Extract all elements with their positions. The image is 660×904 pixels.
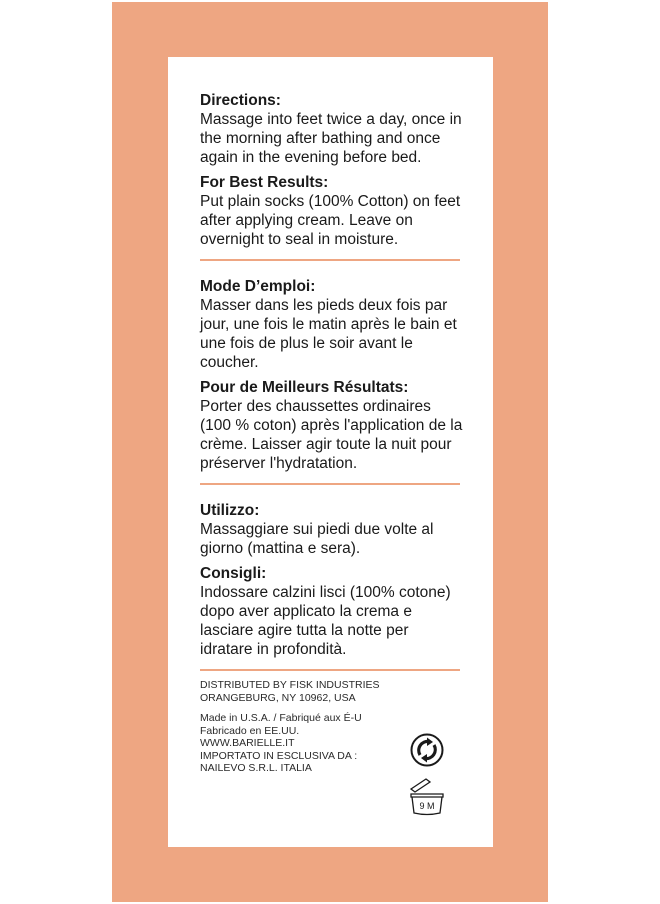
distributor-block xyxy=(200,679,465,704)
french-section xyxy=(200,277,465,473)
english-section xyxy=(200,91,465,249)
label-content xyxy=(200,91,465,839)
pao-label: 9 M xyxy=(419,801,435,811)
distributor-address: ORANGEBURG, NY 10962, USA xyxy=(200,691,356,704)
results-text-en: Put plain socks (100% Cotton) on feet after applying cream. Leave on overnight to seal in moisture. xyxy=(200,193,461,248)
distributor-line: DISTRIBUTED BY FISK INDUSTRIES xyxy=(200,679,380,691)
section-divider xyxy=(200,483,460,485)
results-text-it: Indossare calzini lisci (100% cotone) dopo aver applicato la crema e lasciare agire tutta la notte per idratare in profondità. xyxy=(200,584,451,658)
directions-text-it: Massaggiare sui piedi due volte al giorno (mattina e sera). xyxy=(200,521,434,557)
website-text: WWW.BARIELLE.IT xyxy=(200,737,295,749)
directions-text-fr: Masser dans les pieds deux fois par jour, une fois le matin après le bain et une fois de plus le soir avant le coucher. xyxy=(200,297,457,371)
results-text-fr: Porter des chaussettes ordinaires (100 % coton) après l'application de la crème. Laisser agir toute la nuit pour préserver l'hydratation. xyxy=(200,398,463,472)
section-divider xyxy=(200,259,460,261)
results-heading-fr: Pour de Meilleurs Résultats: xyxy=(200,379,409,396)
period-after-opening-icon xyxy=(406,776,448,818)
recycle-icon xyxy=(410,733,444,767)
results-heading-it: Consigli: xyxy=(200,565,267,582)
italian-section xyxy=(200,501,465,659)
section-divider xyxy=(200,669,460,671)
directions-heading-it: Utilizzo: xyxy=(200,502,260,519)
directions-text-en: Massage into feet twice a day, once in the morning after bathing and once again in the evening before bed. xyxy=(200,111,462,166)
label-footer xyxy=(200,679,465,839)
results-heading-en: For Best Results: xyxy=(200,174,329,191)
directions-heading-en: Directions: xyxy=(200,92,281,109)
importer-name: NAILEVO S.R.L. ITALIA xyxy=(200,762,312,774)
made-in-text: Made in U.S.A. / Fabriqué aux É-U xyxy=(200,712,362,724)
product-label xyxy=(168,57,493,847)
importer-text: IMPORTATO IN ESCLUSIVA DA : xyxy=(200,749,358,762)
fabricado-text: Fabricado en EE.UU. xyxy=(200,724,300,737)
directions-heading-fr: Mode D’emploi: xyxy=(200,278,316,295)
